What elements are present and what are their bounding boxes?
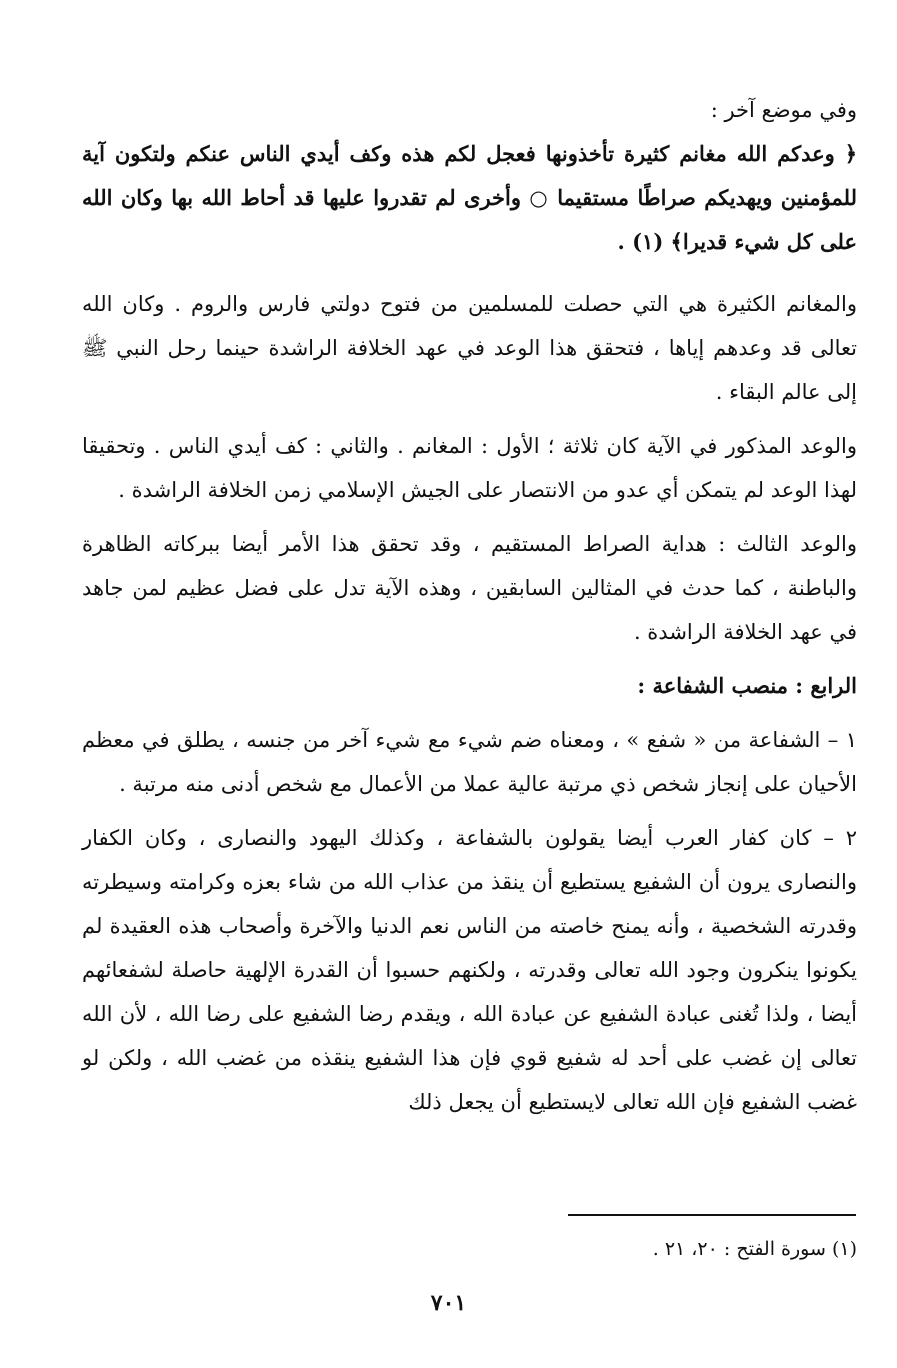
paragraph-spoils: والمغانم الكثيرة هي التي حصلت للمسلمين من فتوح دولتي فارس والروم . وكان الله تعالى قد وعدهم إياها ، فتحقق هذا الوعد في عهد الخلافة الراشدة حينما رحل النبي ﷺ إلى عالم البقاء . [82, 292, 857, 404]
paragraph-intercession-2: ٢ – كان كفار العرب أيضا يقولون بالشفاعة ، وكذلك اليهود والنصارى ، وكان الكفار والنصارى يرون أن الشفيع يستطيع أن ينقذ من عذاب الله من شاء بعزه وكرامته وسيطرته وقدرته الشخصية ، وأنه يمنح خاصته من الناس نعم الدنيا والآخرة وأصحاب هذه العقيدة لم يكونوا ينكرون وجود الله تعالى وقدرته ، ولكنهم حسبوا أن القدرة الإلهية حاصلة لشفعائهم أيضا ، ولذا تُغنى عبادة الشفيع عن عبادة الله ، ويقدم رضا الشفيع على رضا الله ، لأن الله تعالى إن غضب على أحد له شفيع قوي فإن هذا الشفيع ينقذه من غضب الله ، ولكن لو غضب الشفيع فإن الله تعالى لايستطيع أن يجعل ذلك [82, 826, 857, 1114]
paragraph-intercession-1: ١ – الشفاعة من « شفع » ، ومعناه ضم شيء مع شيء آخر من جنسه ، يطلق في معظم الأحيان على إنجاز شخص ذي مرتبة عالية عملا من الأعمال مع شخص أدنى منه مرتبة . [82, 728, 857, 796]
footnote: (١) سورة الفتح : ٢٠، ٢١ . [652, 1238, 857, 1260]
paragraph-third-promise: والوعد الثالث : هداية الصراط المستقيم ، وقد تحقق هذا الأمر أيضا ببركاته الظاهرة والباطنة ، كما حدث في المثالين السابقين ، وهذه الآية تدل على فضل عظيم لمن جاهد في عهد الخلافة الراشدة . [82, 532, 857, 644]
intro-line: وفي موضع آخر : [710, 98, 857, 122]
quran-verse: ﴿ وعدكم الله مغانم كثيرة تأخذونها فعجل لكم هذه وكف أيدي الناس عنكم ولتكون آية للمؤمنين ويهديكم صراطًا مستقيما ○ وأخرى لم تقدروا عليها قد أحاط الله بها وكان الله على كل شيء قديرا﴾ (١) . [82, 141, 857, 254]
page-number: ٧٠١ [430, 1290, 467, 1316]
page-body [82, 88, 857, 1134]
paragraph-promise: والوعد المذكور في الآية كان ثلاثة ؛ الأول : المغانم . والثاني : كف أيدي الناس . وتحقيقا لهذا الوعد لم يتمكن أي عدو من الانتصار على الجيش الإسلامي زمن الخلافة الراشدة . [82, 434, 857, 502]
footnote-divider [568, 1214, 856, 1216]
section-heading: الرابع : منصب الشفاعة : [637, 673, 857, 698]
